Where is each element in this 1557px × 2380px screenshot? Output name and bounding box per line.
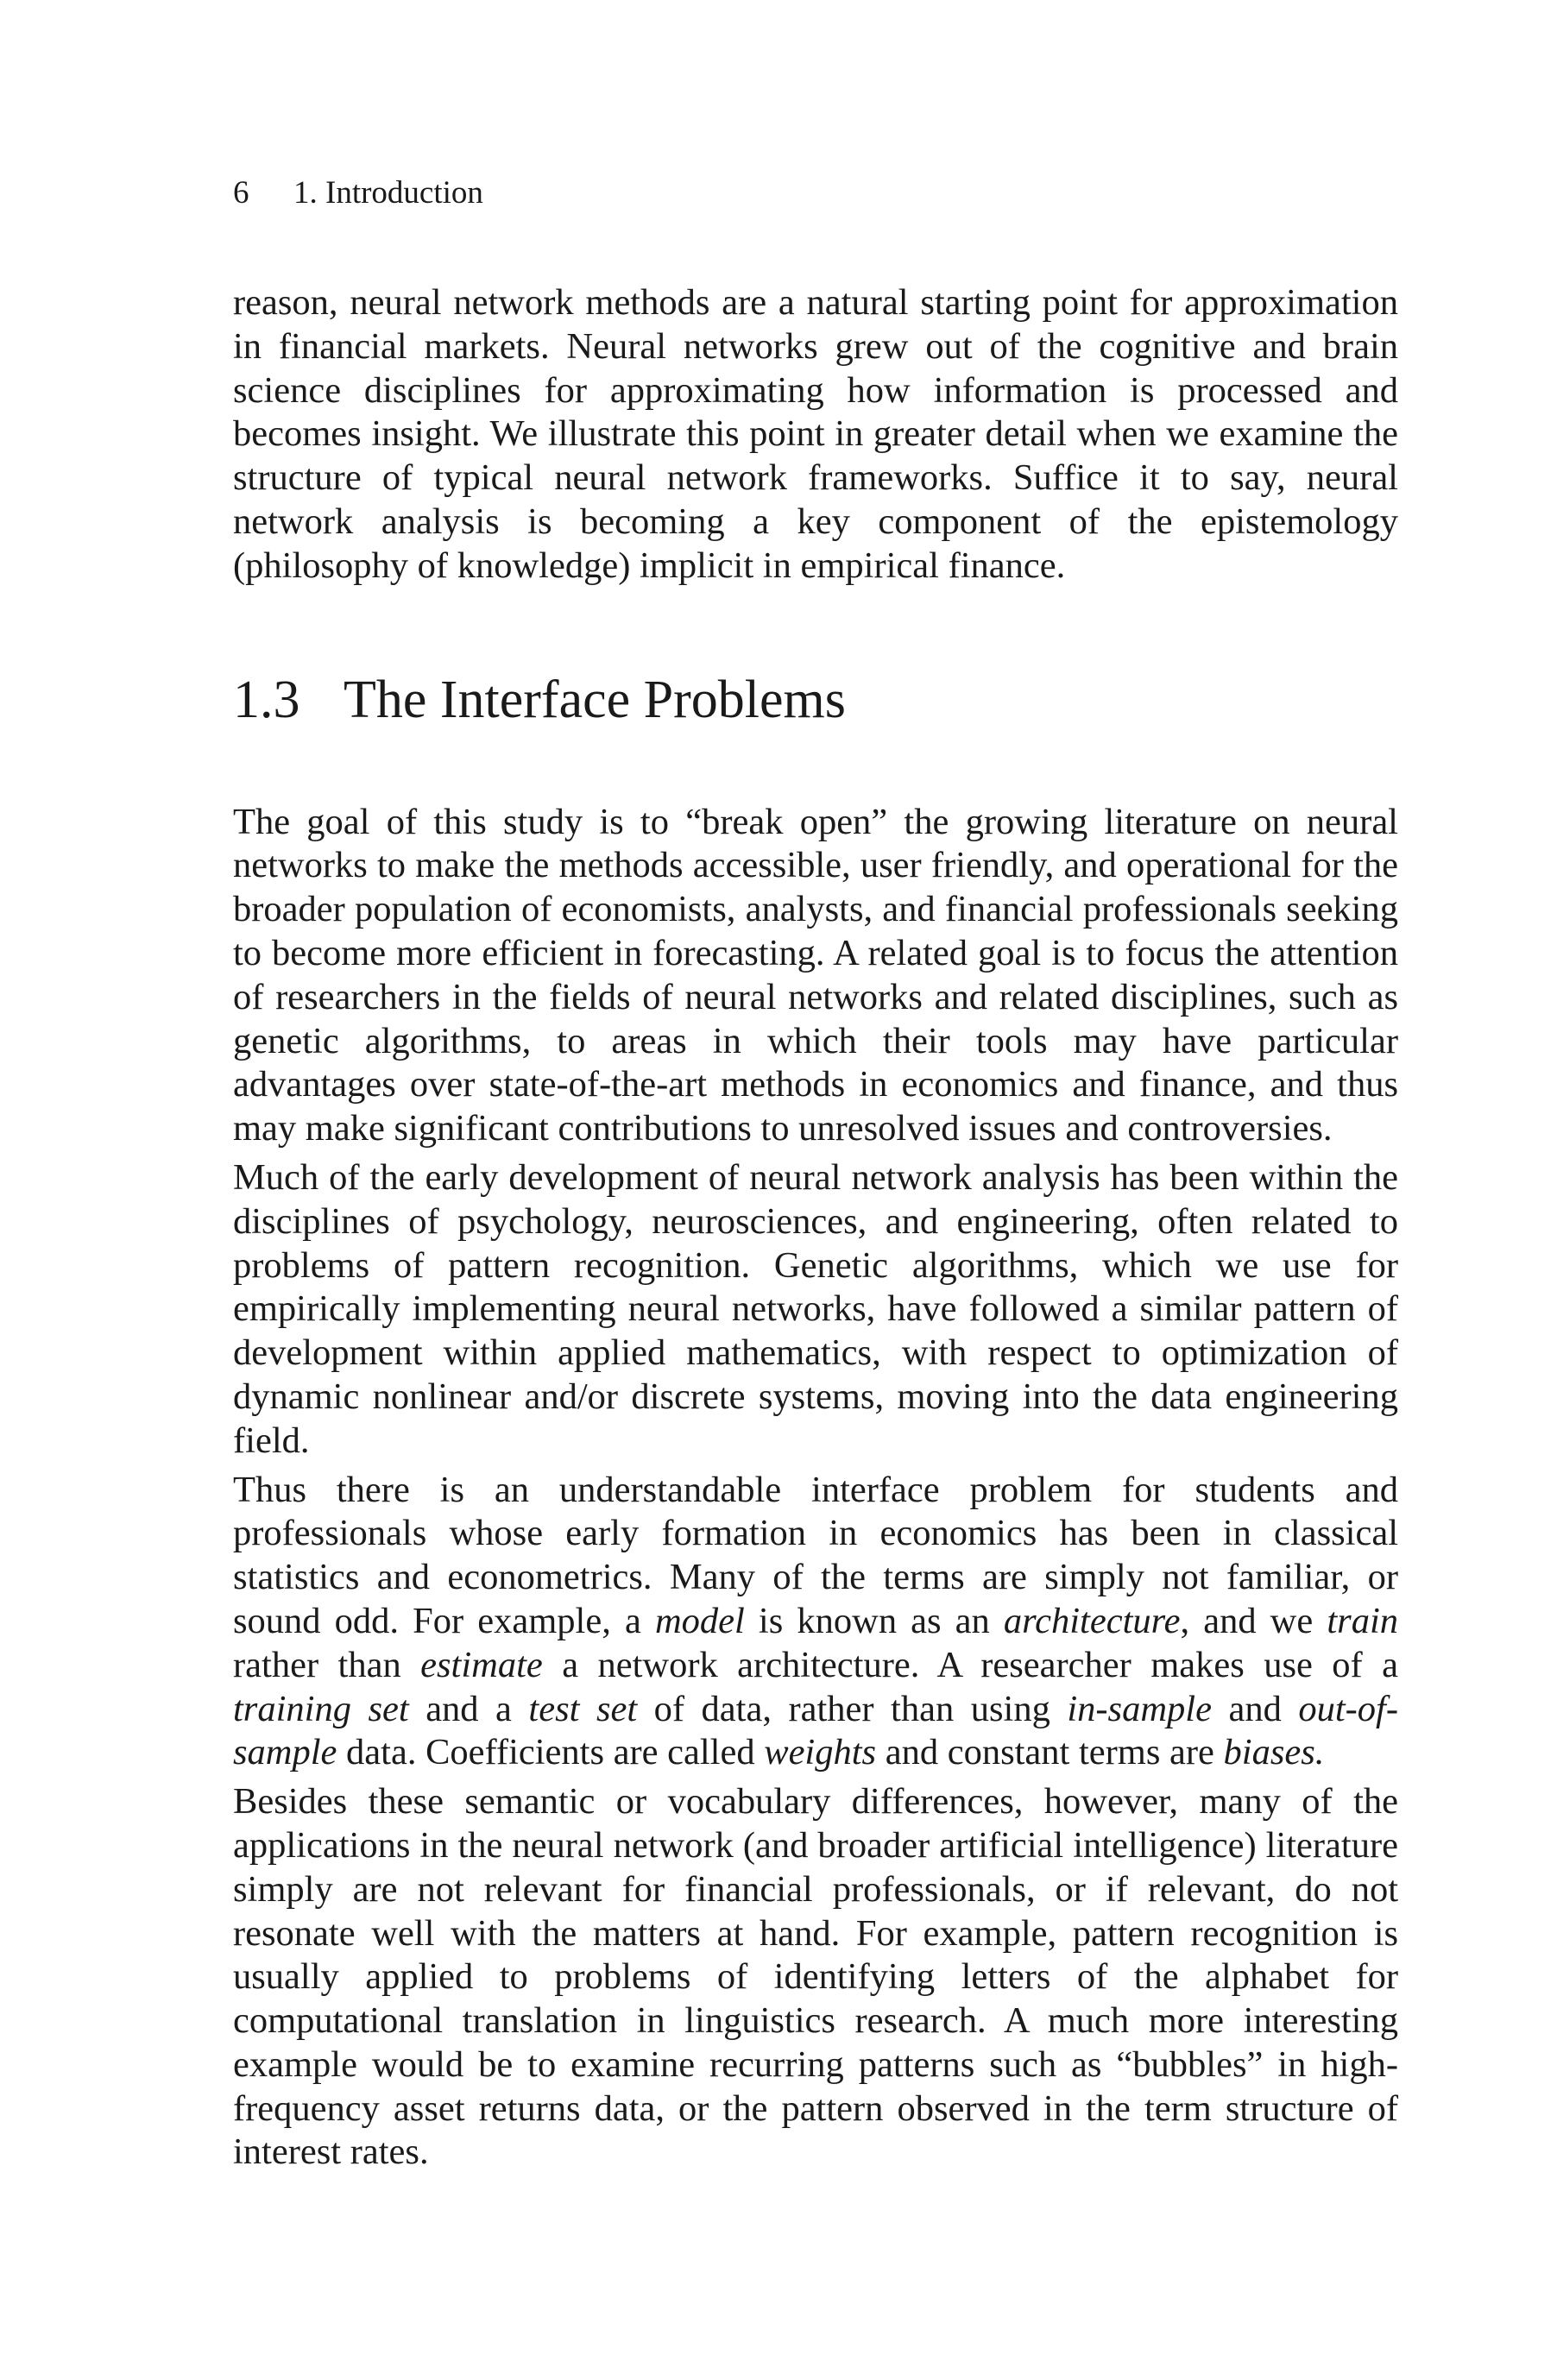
term-model: model xyxy=(654,1600,745,1641)
final-paragraph: Besides these semantic or vocabulary differences, however, many of the applications in the neural network (and broader artificial intelligence) literature simply are not relevant for financial professionals, or if relevant, do not resonate well with the matters at hand. For example, pattern recognition is usually applied to problems of identifying letters of the alphabet for computational translation in linguistics research. A much more interesting example would be to examine recurring patterns such as “bubbles” in high-frequency asset returns data, or the pattern observed in the term structure of interest rates. xyxy=(233,1781,1398,2173)
section-heading xyxy=(233,670,1398,729)
term-out-of-sample: out-of-sample xyxy=(233,1688,1398,1773)
term-test-set: test set xyxy=(528,1688,638,1729)
text-run: and a xyxy=(408,1688,529,1729)
running-head xyxy=(233,177,1398,209)
text-run: of data, rather than using xyxy=(637,1688,1068,1729)
text-run: data. Coefficients are called xyxy=(337,1732,765,1773)
term-estimate: estimate xyxy=(420,1644,543,1685)
text-run: and xyxy=(1211,1688,1299,1729)
text-run: , and we xyxy=(1180,1600,1327,1641)
section-number: 1.3 xyxy=(233,670,300,729)
page-number: 6 xyxy=(233,175,249,211)
text-run: a network architecture. A researcher makes use of a xyxy=(542,1644,1398,1685)
term-in-sample: in-sample xyxy=(1067,1688,1212,1729)
text-run: is known as an xyxy=(744,1600,1004,1641)
term-training-set: training set xyxy=(233,1688,409,1729)
term-architecture: architecture xyxy=(1003,1600,1181,1641)
body-paragraph: The goal of this study is to “break open” the growing literature on neural networks to make the methods accessible, user friendly, and operational for the broader population of economists, analysts, and financial professionals seeking to become more efficient in forecasting. A related goal is to focus the attention of researchers in the fields of neural networks and related disciplines, such as genetic algorithms, to areas in which their tools may have particular advantages over state-of-the-art methods in economics and finance, and thus may make significant contributions to unresolved issues and controversies. xyxy=(233,801,1398,1149)
term-weights: weights xyxy=(764,1732,877,1773)
terms-paragraph xyxy=(233,1469,1398,1776)
text-run: Thus there is an understandable interface problem for students and professionals whose early formation in economics has been in classical statistics and econometrics. Many of the terms are simply not familiar, or sound odd. For example, a xyxy=(233,1469,1398,1641)
intro-paragraph: reason, neural network methods are a natural starting point for approximation in financial markets. Neural networks grew out of the cognitive and brain science disciplines for approximating how information is processed and becomes insight. We illustrate this point in greater detail when we examine the structure of typical neural network frameworks. Suffice it to say, neural network analysis is becoming a key component of the epistemology (philosophy of knowledge) implicit in empirical finance. xyxy=(233,282,1398,586)
body-paragraph: Much of the early development of neural network analysis has been within the disciplines of psychology, neurosciences, and engineering, often related to problems of pattern recognition. Genetic algorithms, which we use for empirically implementing neural networks, have followed a similar pattern of development within applied mathematics, with respect to optimization of dynamic nonlinear and/or discrete systems, moving into the data engineering field. xyxy=(233,1156,1398,1461)
book-page xyxy=(233,177,1398,2175)
text-run: and constant terms are xyxy=(876,1732,1224,1773)
section-title: The Interface Problems xyxy=(344,670,846,729)
term-train: train xyxy=(1327,1600,1398,1641)
term-biases: biases. xyxy=(1223,1732,1325,1773)
chapter-title: 1. Introduction xyxy=(293,175,483,211)
text-run: rather than xyxy=(233,1644,421,1685)
